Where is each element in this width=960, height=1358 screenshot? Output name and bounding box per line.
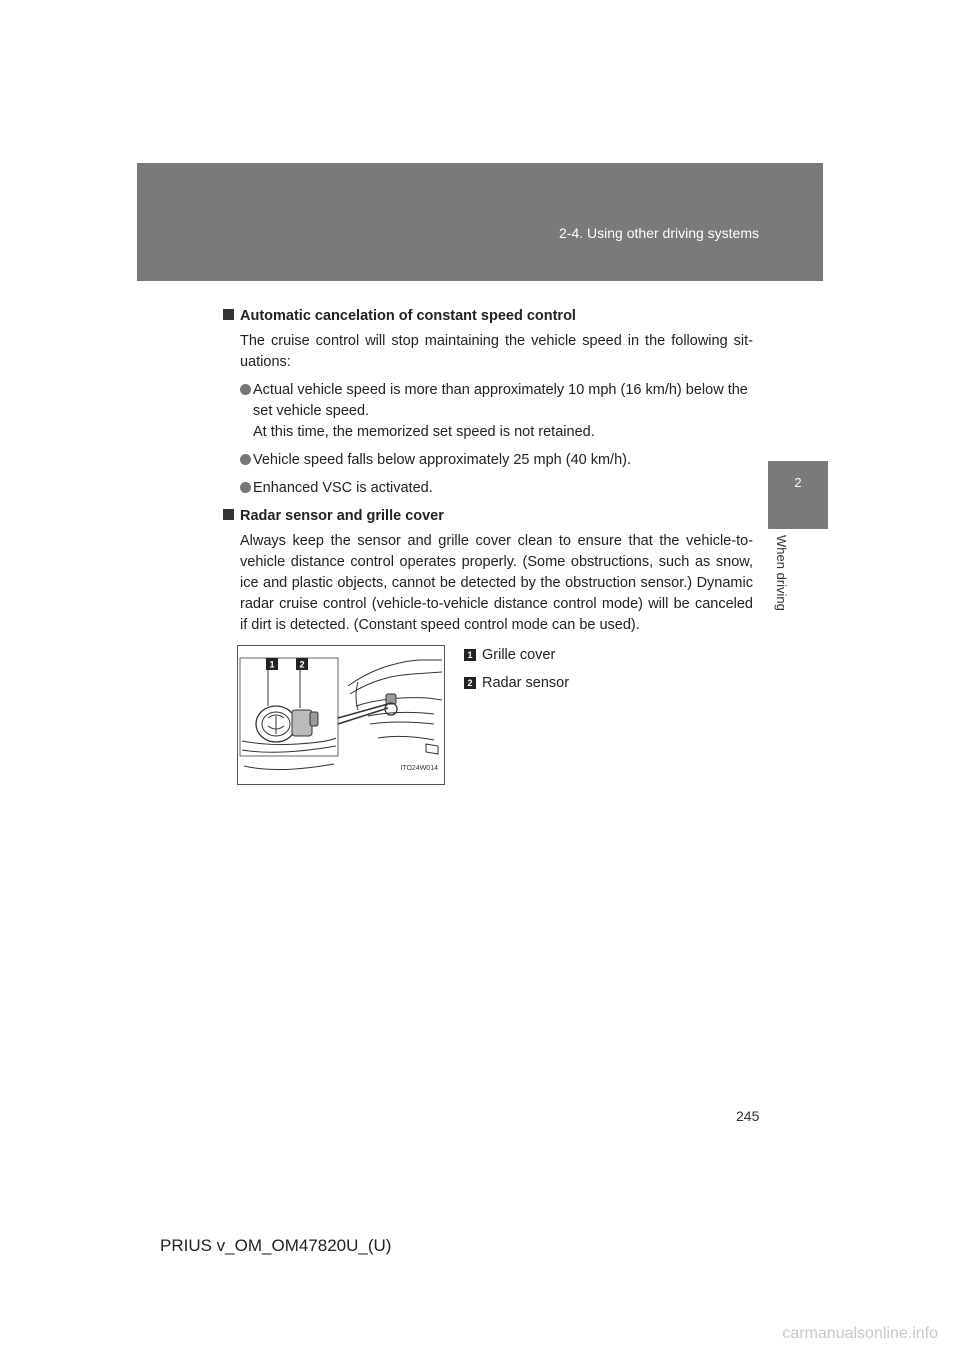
circle-bullet-icon: [240, 454, 251, 465]
list-item-text: Actual vehicle speed is more than approximately 10 mph (16 km/h) below the set vehicle speed.: [253, 382, 748, 419]
radar-paragraph: Always keep the sensor and grille cover clean to ensure that the vehicle-to-vehicle distance control operates properly. (Some obstructions, such as snow, ice and plastic objects, cannot be detected by the obstruction sensor.) Dynamic radar cruise control (vehicle-to-vehicle distance control mode) will be canceled if dirt is detected. (Constant speed control mode can be used).: [240, 533, 753, 633]
main-content: [223, 306, 753, 795]
figure-code: ITO24W014: [400, 765, 438, 772]
document-id: PRIUS v_OM_OM47820U_(U): [160, 1236, 392, 1255]
chapter-label: [773, 535, 793, 635]
svg-text:1: 1: [269, 659, 275, 670]
chapter-tab: [768, 461, 828, 529]
list-item-text: Enhanced VSC is activated.: [253, 480, 433, 496]
circle-bullet-icon: [240, 482, 251, 493]
list-item-note: At this time, the memorized set speed is not retained.: [253, 424, 595, 440]
circle-bullet-icon: [240, 384, 251, 395]
page-number: 245: [736, 1108, 760, 1124]
callout-badges: [266, 658, 308, 670]
figure-row: [223, 645, 753, 795]
radar-sensor-illustration: [237, 645, 445, 785]
legend-label: Grille cover: [482, 647, 556, 663]
callout-number-badge: 2: [464, 677, 476, 689]
square-bullet-icon: [223, 309, 234, 320]
list-item-text: Vehicle speed falls below approximately 25 mph (40 km/h).: [253, 452, 631, 468]
chapter-number: 2: [794, 475, 802, 490]
section-heading-radar: Radar sensor and grille cover: [223, 506, 753, 527]
header-band: [137, 163, 823, 281]
section-title: 2-4. Using other driving systems: [559, 225, 759, 241]
section-heading-cancel: Automatic cancelation of constant speed control: [223, 306, 753, 327]
callout-number-badge: 1: [464, 649, 476, 661]
square-bullet-icon: [223, 509, 234, 520]
intro-paragraph: The cruise control will stop maintaining the vehicle speed in the following sit-uations:: [240, 333, 753, 370]
list-item: [240, 478, 753, 499]
watermark: carmanualsonline.info: [782, 1325, 938, 1342]
list-item: [240, 450, 753, 471]
chapter-label-text: When driving: [774, 535, 789, 611]
list-item: [240, 380, 753, 443]
svg-text:2: 2: [299, 659, 305, 670]
legend-label: Radar sensor: [482, 675, 570, 691]
